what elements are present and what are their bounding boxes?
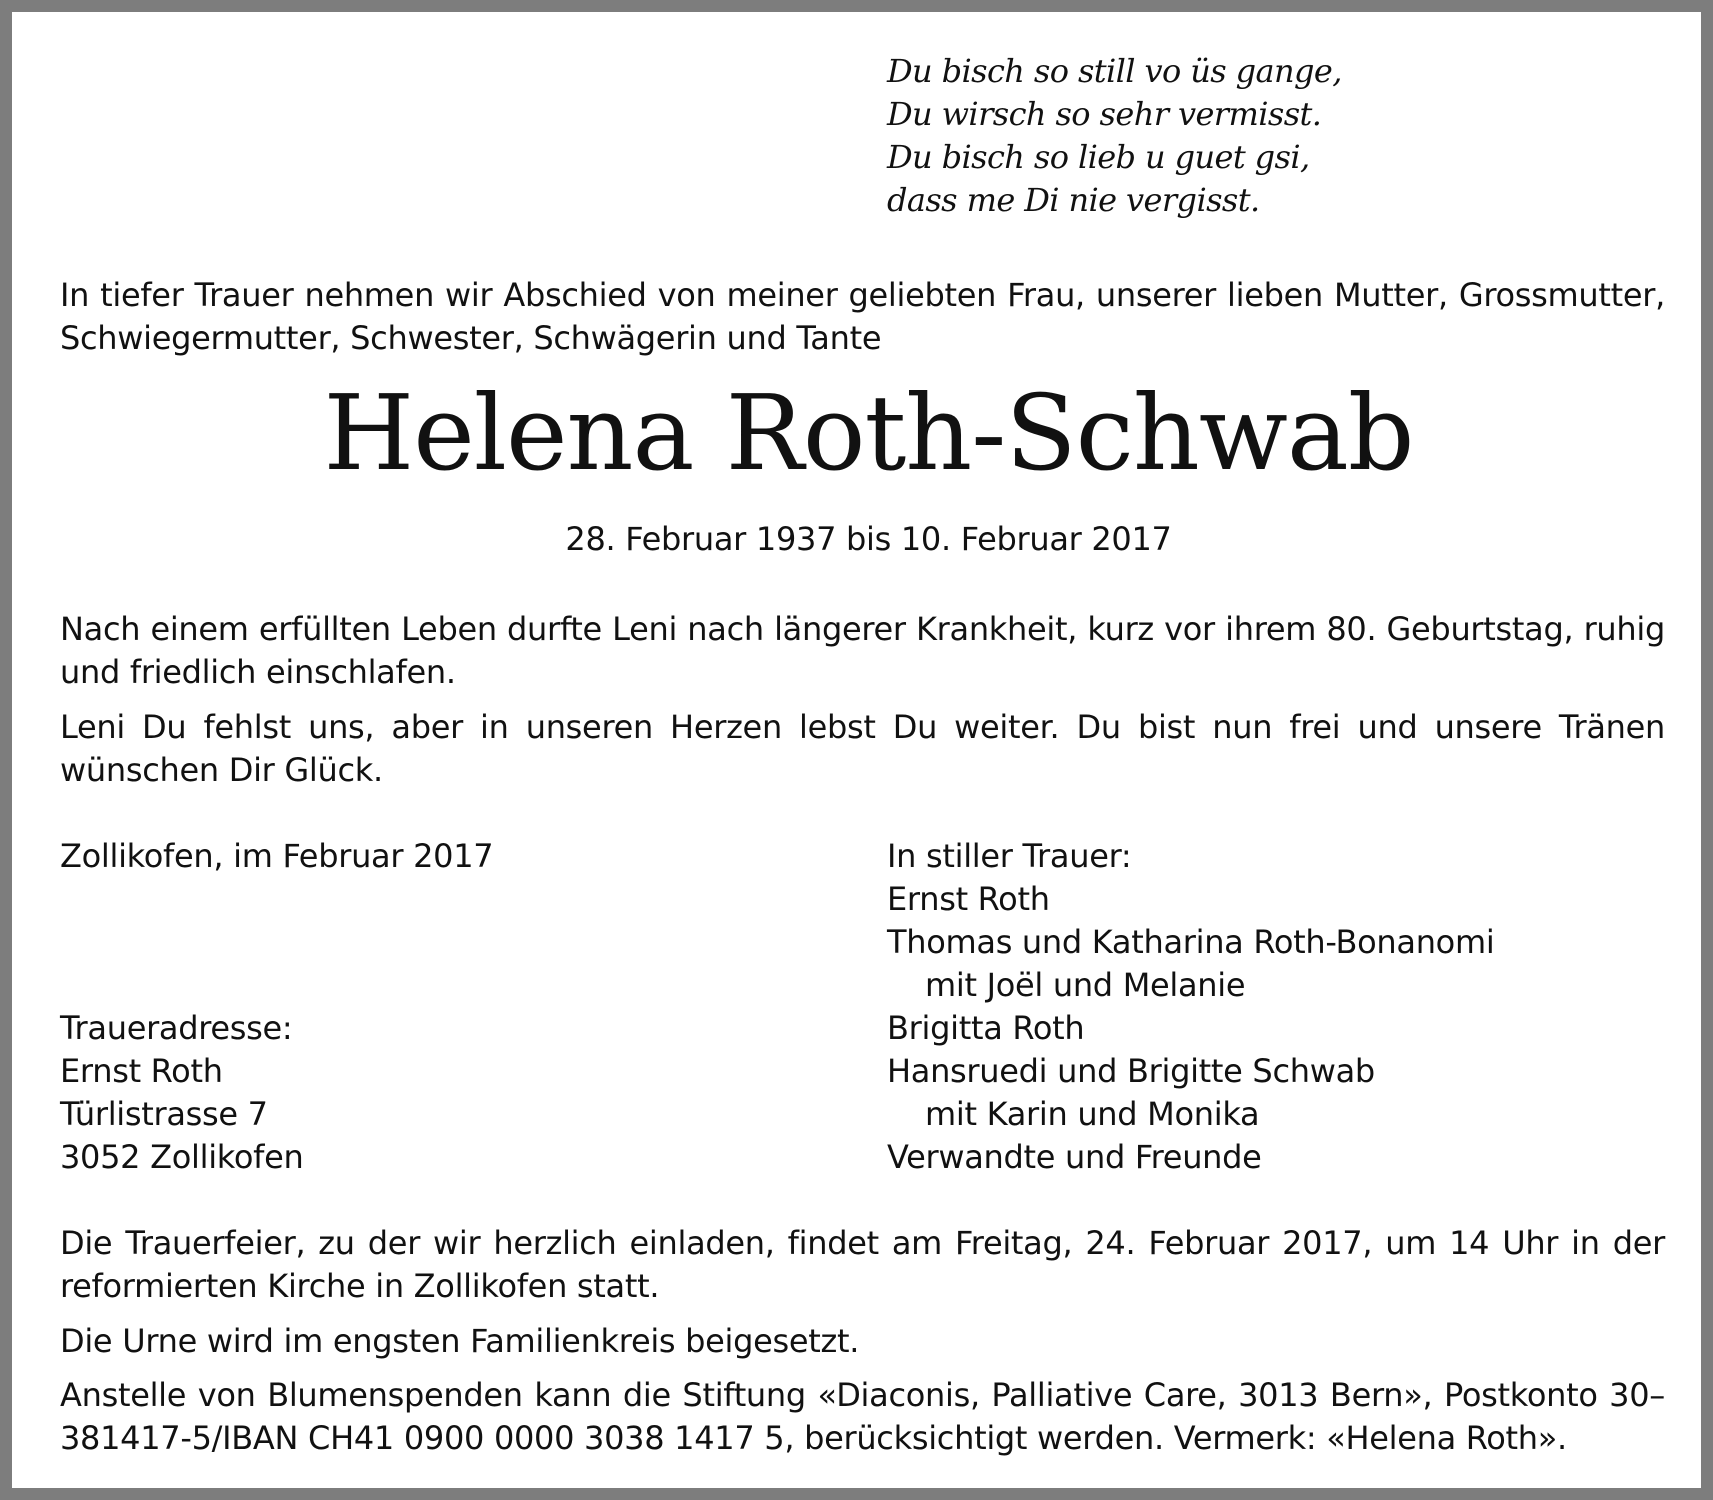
mourner-line: Thomas und Katharina Roth-Bonanomi <box>887 923 1495 961</box>
paragraph: Nach einem erfüllten Leben durfte Leni nach längerer Krankheit, kurz vor ihrem 80. Geburtstag, ruhig und friedlich einschlafen. <box>60 610 1665 691</box>
paragraph: Leni Du fehlst uns, aber in unseren Herzen lebst Du weiter. Du bist nun frei und unsere Tränen wünschen Dir Glück. <box>60 708 1665 789</box>
deceased-name: Helena Roth-Schwab <box>323 372 1414 494</box>
address-city: 3052 Zollikofen <box>60 1138 304 1176</box>
poem-line: Du bisch so still vo üs gange, <box>887 52 1342 90</box>
donation-text: Anstelle von Blumenspenden kann die Stiftung «Diaconis, Palliative Care, 3013 Bern», Postkonto 30–381417-5/IBAN CH41 0900 0000 3038 1417 5, berücksichtigt werden. Vermerk: «Helena Roth». <box>60 1376 1665 1457</box>
obituary-page <box>12 12 1701 1488</box>
mourner-line: Ernst Roth <box>887 880 1050 918</box>
obituary-notice <box>12 12 1701 1488</box>
mourner-line: mit Joël und Melanie <box>925 966 1246 1004</box>
mourner-line: mit Karin und Monika <box>925 1095 1260 1133</box>
mourner-line: Brigitta Roth <box>887 1009 1085 1047</box>
urn-text: Die Urne wird im engsten Familienkreis beigesetzt. <box>60 1322 860 1360</box>
mourner-line: Verwandte und Freunde <box>887 1138 1262 1176</box>
life-dates: 28. Februar 1937 bis 10. Februar 2017 <box>565 520 1172 558</box>
mourners-list <box>887 835 1494 1179</box>
poem-line: Du wirsch so sehr vermisst. <box>887 95 1322 133</box>
mourning-address <box>60 1007 304 1179</box>
address-street: Türlistrasse 7 <box>60 1095 268 1133</box>
poem-line: dass me Di nie vergisst. <box>887 181 1260 219</box>
mourner-line: Hansruedi und Brigitte Schwab <box>887 1052 1375 1090</box>
intro-text: In tiefer Trauer nehmen wir Abschied von meiner geliebten Frau, unserer lieben Mutter, Grossmutter, Schwiegermutter, Schwester, Schwägerin und Tante <box>60 276 1665 357</box>
place-date <box>60 835 493 878</box>
address-label: Traueradresse: <box>60 1009 293 1047</box>
address-name: Ernst Roth <box>60 1052 223 1090</box>
poem-line: Du bisch so lieb u guet gsi, <box>887 138 1310 176</box>
funeral-service-text: Die Trauerfeier, zu der wir herzlich einladen, findet am Freitag, 24. Februar 2017, um 14 Uhr in der reformierten Kirche in Zollikofen statt. <box>60 1224 1665 1305</box>
mourners-label: In stiller Trauer: <box>887 837 1132 875</box>
poem <box>887 50 1342 222</box>
place-date-text: Zollikofen, im Februar 2017 <box>60 837 494 875</box>
